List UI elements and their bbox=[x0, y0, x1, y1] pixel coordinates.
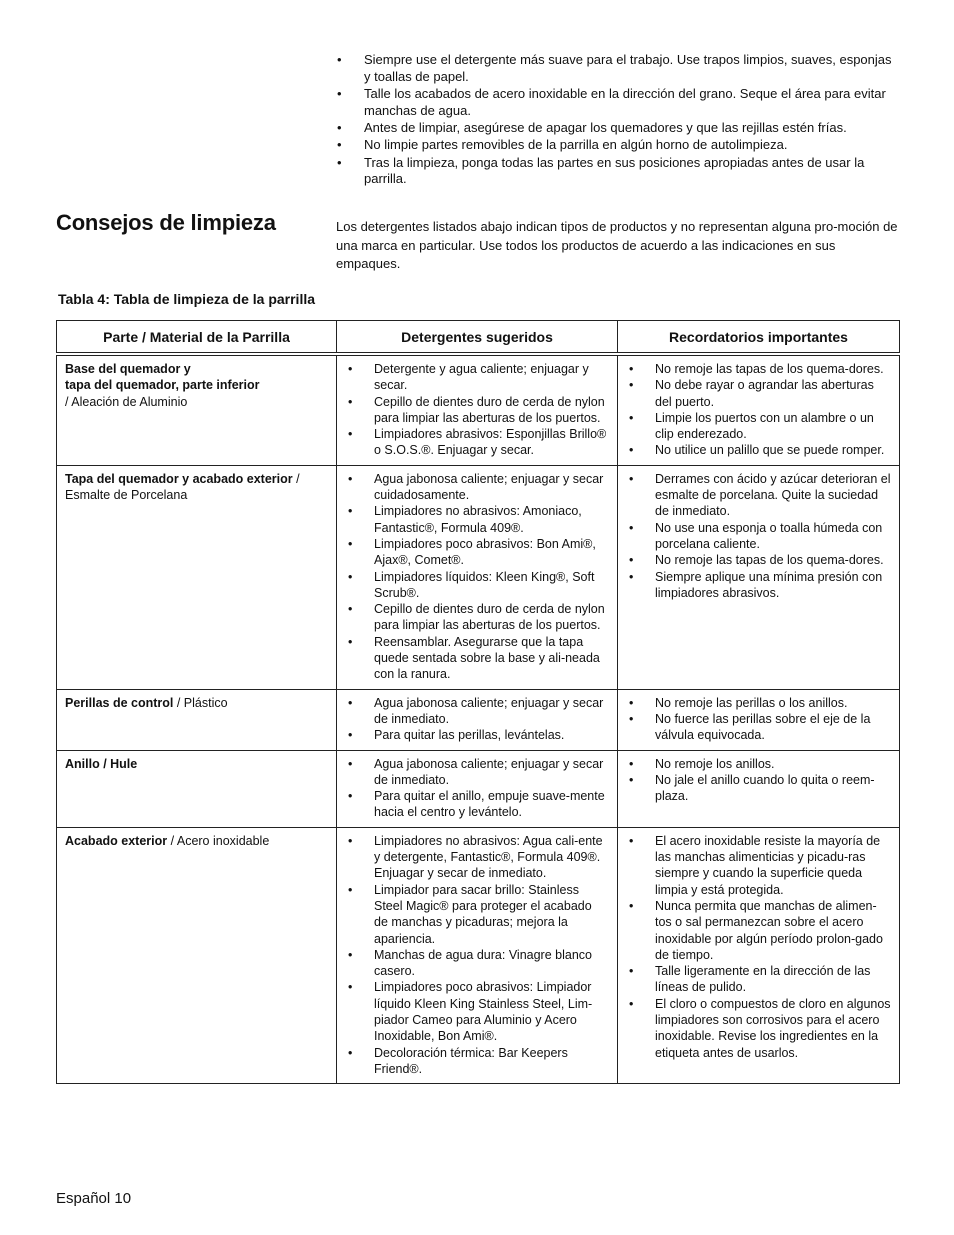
list-item: • Limpiadores poco abrasivos: Limpiador líquido Kleen King Stainless Steel, Lim-piador Cameo para Aluminio y Acero Inoxidable, Bon Ami®. bbox=[345, 979, 609, 1044]
list-item: • Cepillo de dientes duro de cerda de nylon para limpiar las aberturas de los puertos. bbox=[345, 394, 609, 427]
list-item: • No utilice un palillo que se puede romper. bbox=[626, 442, 891, 458]
part-cell bbox=[57, 827, 337, 1083]
reminders-cell bbox=[618, 827, 900, 1083]
list-item: • El cloro o compuestos de cloro en algunos limpiadores son corrosivos para el acero inoxidable. Revise los ingredientes en la etiqueta antes de usarlos. bbox=[626, 996, 891, 1061]
list-item: • Limpiadores abrasivos: Esponjillas Brillo® o S.O.S.®. Enjuagar y secar. bbox=[345, 426, 609, 459]
part-cell bbox=[57, 465, 337, 689]
list-item: • Para quitar el anillo, empuje suave-mente hacia el centro y levántelo. bbox=[345, 788, 609, 821]
section-title: Consejos de limpieza bbox=[56, 210, 276, 235]
table-caption: Tabla 4: Tabla de limpieza de la parrilla bbox=[58, 291, 316, 307]
part-material: / Plástico bbox=[173, 695, 228, 710]
list-item: • Agua jabonosa caliente; enjuagar y secar de inmediato. bbox=[345, 695, 609, 728]
list-item: • No use una esponja o toalla húmeda con porcelana caliente. bbox=[626, 520, 891, 553]
cleaning-table bbox=[56, 320, 900, 1084]
detergents-cell bbox=[337, 750, 618, 827]
list-item: • Siempre use el detergente más suave para el trabajo. Use trapos limpios, suaves, esponjas y toallas de papel. bbox=[336, 52, 896, 85]
list-item: • Limpie los puertos con un alambre o un clip enderezado. bbox=[626, 410, 891, 443]
table-row bbox=[57, 689, 900, 750]
detergents-cell bbox=[337, 465, 618, 689]
table-header-row bbox=[57, 321, 900, 355]
list-item: • No remoje las tapas de los quema-dores. bbox=[626, 361, 891, 377]
list-item: • Para quitar las perillas, levántelas. bbox=[345, 727, 609, 743]
list-item: • Derrames con ácido y azúcar deterioran el esmalte de porcelana. Quite la suciedad de inmediato. bbox=[626, 471, 891, 520]
list-item: • Limpiadores poco abrasivos: Bon Ami®, Ajax®, Comet®. bbox=[345, 536, 609, 569]
reminders-cell bbox=[618, 750, 900, 827]
part-name: tapa del quemador, parte inferior bbox=[65, 378, 260, 393]
list-item: • Cepillo de dientes duro de cerda de nylon para limpiar las aberturas de los puertos. bbox=[345, 601, 609, 634]
list-item: • Nunca permita que manchas de alimen-tos o sal permanezcan sobre el acero inoxidable por algún período prolon-gado de tiempo. bbox=[626, 898, 891, 963]
list-item: • No remoje las perillas o los anillos. bbox=[626, 695, 891, 711]
list-item: • Agua jabonosa caliente; enjuagar y secar de inmediato. bbox=[345, 756, 609, 789]
detergents-cell bbox=[337, 354, 618, 465]
list-item: • Agua jabonosa caliente; enjuagar y secar cuidadosamente. bbox=[345, 471, 609, 504]
column-header-reminders: Recordatorios importantes bbox=[618, 321, 900, 355]
column-header-part: Parte / Material de la Parrilla bbox=[57, 321, 337, 355]
detergents-cell bbox=[337, 827, 618, 1083]
part-cell bbox=[57, 689, 337, 750]
reminders-cell bbox=[618, 689, 900, 750]
list-item: • Limpiador para sacar brillo: Stainless Steel Magic® para proteger el acabado de manchas y picaduras; mejora la apariencia. bbox=[345, 882, 609, 947]
table-row bbox=[57, 354, 900, 465]
list-item: • No remoje las tapas de los quema-dores. bbox=[626, 552, 891, 568]
list-item: • Tras la limpieza, ponga todas las partes en sus posiciones apropiadas antes de usar la parrilla. bbox=[336, 155, 896, 188]
list-item: • No fuerce las perillas sobre el eje de la válvula equivocada. bbox=[626, 711, 891, 744]
list-item: • Detergente y agua caliente; enjuagar y secar. bbox=[345, 361, 609, 394]
part-cell bbox=[57, 750, 337, 827]
list-item: • Siempre aplique una mínima presión con limpiadores abrasivos. bbox=[626, 569, 891, 602]
list-item: • El acero inoxidable resiste la mayoría de las manchas alimenticias y picadu-ras siempre y cuando la superficie queda limpia y está protegida. bbox=[626, 833, 891, 898]
part-material: / Esmalte de Porcelana bbox=[65, 471, 300, 503]
list-item: • Manchas de agua dura: Vinagre blanco casero. bbox=[345, 947, 609, 980]
list-item: • Decoloración térmica: Bar Keepers Friend®. bbox=[345, 1045, 609, 1078]
part-cell bbox=[57, 354, 337, 465]
part-name: Perillas de control bbox=[65, 695, 174, 710]
part-material: / Acero inoxidable bbox=[167, 833, 270, 848]
list-item: • No limpie partes removibles de la parrilla en algún horno de autolimpieza. bbox=[336, 137, 896, 154]
list-item: • No remoje los anillos. bbox=[626, 756, 891, 772]
reminders-cell bbox=[618, 354, 900, 465]
reminders-cell bbox=[618, 465, 900, 689]
list-item: • Talle los acabados de acero inoxidable en la dirección del grano. Seque el área para evitar manchas de agua. bbox=[336, 86, 896, 119]
list-item: • No debe rayar o agrandar las aberturas del puerto. bbox=[626, 377, 891, 410]
list-item: • Reensamblar. Asegurarse que la tapa quede sentada sobre la base y ali-neada con la ranura. bbox=[345, 634, 609, 683]
part-name: Tapa del quemador y acabado exterior bbox=[65, 471, 293, 486]
list-item: • No jale el anillo cuando lo quita o reem-plaza. bbox=[626, 772, 891, 805]
list-item: • Limpiadores no abrasivos: Agua cali-ente y detergente, Fantastic®, Formula 409®. Enjuagar y secar de inmediato. bbox=[345, 833, 609, 882]
part-name: Anillo / Hule bbox=[65, 756, 138, 771]
part-name: Acabado exterior bbox=[65, 833, 168, 848]
section-intro: Los detergentes listados abajo indican tipos de productos y no representan alguna pro-moción de una marca en particular. Use todos los productos de acuerdo a las indicaciones en sus empaques. bbox=[336, 219, 898, 271]
list-item: • Antes de limpiar, asegúrese de apagar los quemadores y que las rejillas estén frías. bbox=[336, 120, 896, 137]
table-row bbox=[57, 827, 900, 1083]
list-item: • Talle ligeramente en la dirección de las líneas de pulido. bbox=[626, 963, 891, 996]
part-material: / Aleación de Aluminio bbox=[65, 394, 188, 409]
page-number: Español 10 bbox=[56, 1190, 132, 1207]
general-tips-list bbox=[336, 52, 896, 189]
column-header-detergents: Detergentes sugeridos bbox=[337, 321, 618, 355]
list-item: • Limpiadores no abrasivos: Amoniaco, Fantastic®, Formula 409®. bbox=[345, 503, 609, 536]
detergents-cell bbox=[337, 689, 618, 750]
list-item: • Limpiadores líquidos: Kleen King®, Soft Scrub®. bbox=[345, 569, 609, 602]
part-name: Base del quemador y bbox=[65, 362, 191, 376]
table-row bbox=[57, 750, 900, 827]
table-row bbox=[57, 465, 900, 689]
